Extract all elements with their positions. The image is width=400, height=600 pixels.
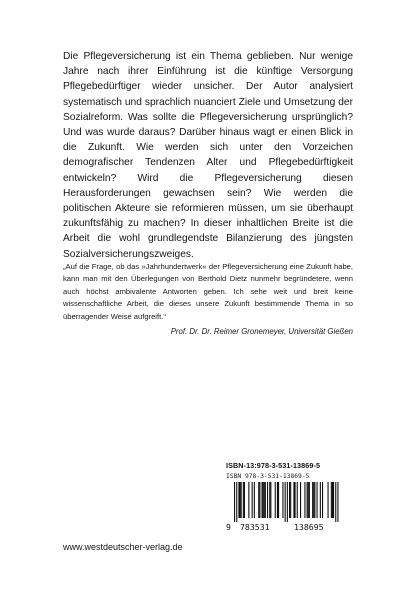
blurb-text: Die Pflegeversicherung ist ein Thema geblieben. Nur wenige Jahre nach ihrer Einführung ist die künftige Versorgung Pflegebedürftiger wieder unsicher. Der Autor analysiert systematisch und sprachlich nuanciert Ziele und Umsetzung der Sozialreform. Was sollte die Pflegeversicherung ursprünglich? Und was wurde daraus? Darüber hinaus wagt er einen Blick in die Zukunft. Wie werden sich unter den Vorzeichen demografischer Tendenzen Alter und Pflegebedürftigkeit entwickeln? Wird die Pflegeversicherung diesen Herausforderungen gewachsen sein? Wie werden die politischen Akteure sie reformieren müssen, um sie überhaupt zukunftsfähig zu machen? In dieser inhaltlichen Breite ist die Arbeit die wohl grundlegendste Bilanzierung des jüngsten Sozialversicherungszweiges. (63, 51, 353, 260)
barcode-right-digits: 138695 (294, 522, 324, 532)
isbn-ocr-label: ISBN 978-3-531-13869-5 (226, 473, 310, 480)
isbn-label: ISBN-13:978-3-531-13869-5 (226, 461, 321, 470)
barcode-image (226, 482, 350, 522)
barcode-left-digits: 783531 (240, 522, 270, 532)
publisher-website: www.westdeutscher-verlag.de (63, 542, 183, 552)
barcode-digits (226, 522, 350, 532)
quote-attribution: Prof. Dr. Dr. Reimer Gronemeyer, Universität Gießen (170, 327, 353, 336)
isbn-block (226, 461, 353, 532)
barcode-first-digit: 9 (226, 522, 231, 532)
review-quote: „Auf die Frage, ob das »Jahrhundertwerk« der Pflegeversicherung eine Zukunft habe, kann man mit den Überlegungen von Berthold Dietz nunmehr begründetere, wenn auch höchst ambivalente Antworten geben. Ich sehe weit und breit keine wissenschaftliche Arbeit, die dieses unsere Zukunft bestimmende Thema in so überragender Weise aufgreift.“ (63, 262, 353, 321)
